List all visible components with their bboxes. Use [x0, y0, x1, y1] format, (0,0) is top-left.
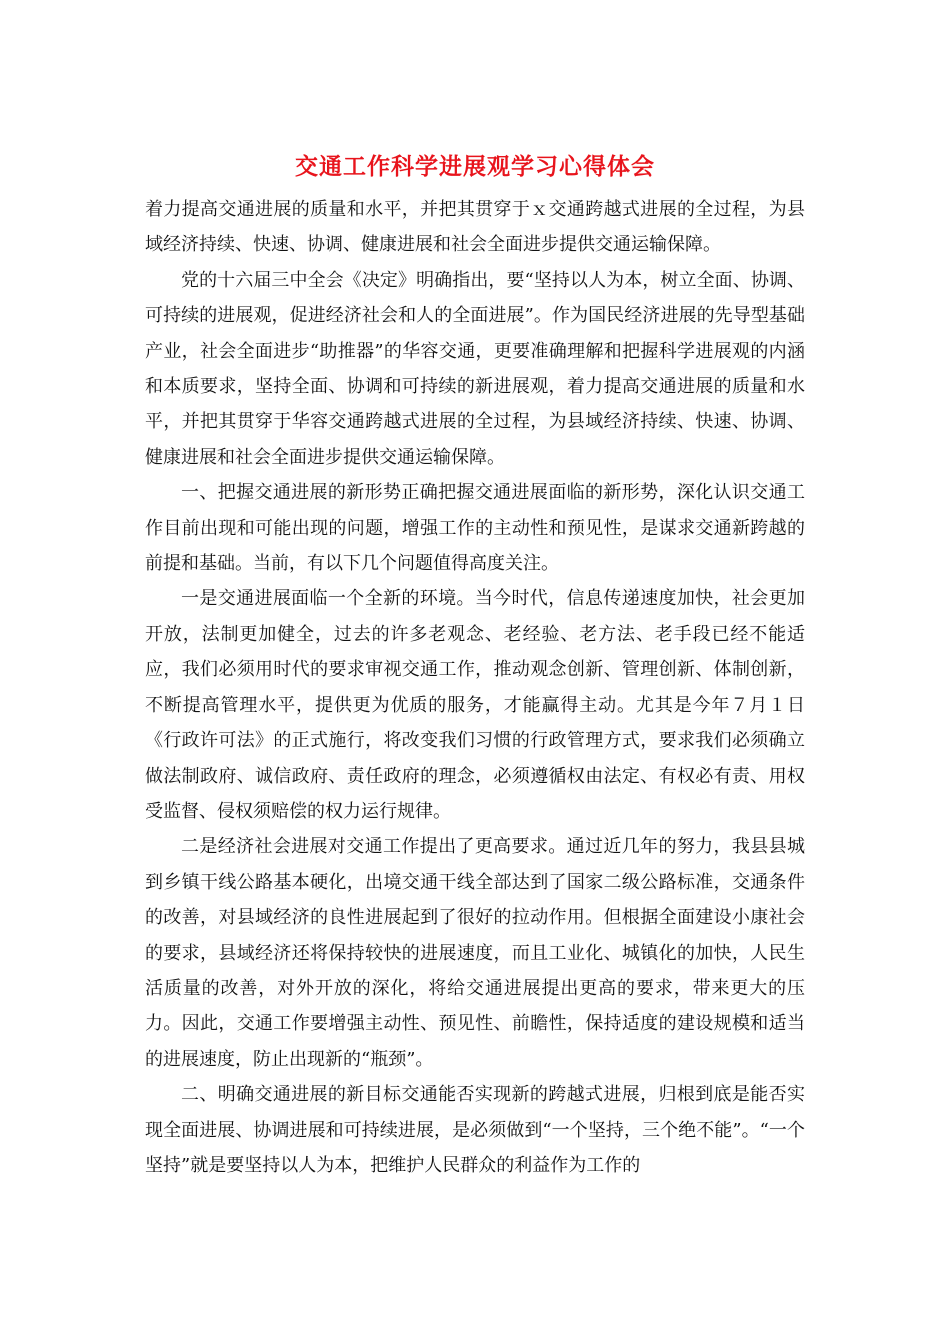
paragraph-3: 一、把握交通进展的新形势正确把握交通进展面临的新形势，深化认识交通工作目前出现和可能出现的问题，增强工作的主动性和预见性，是谋求交通新跨越的前提和基础。当前，有以下几个问题值得高度关注。 — [145, 482, 805, 575]
paragraph-1: 着力提高交通进展的质量和水平，并把其贯穿于ｘ交通跨越式进展的全过程，为县域经济持续、快速、协调、健康进展和社会全面进步提供交通运输保障。 — [145, 199, 805, 256]
document-title: 交通工作科学进展观学习心得体会 — [295, 153, 655, 180]
paragraph-2: 党的十六届三中全会《决定》明确指出，要“坚持以人为本，树立全面、协调、可持续的进展观，促进经济社会和人的全面进展”。作为国民经济进展的先导型基础产业，社会全面进步“助推器”的华容交通，更要准确理解和把握科学进展观的内涵和本质要求，坚持全面、协调和可持续的新进展观，着力提高交通进展的质量和水平，并把其贯穿于华容交通跨越式进展的全过程，为县域经济持续、快速、协调、健康进展和社会全面进步提供交通运输保障。 — [145, 269, 805, 468]
paragraph-5: 二是经济社会进展对交通工作提出了更高要求。通过近几年的努力，我县县城到乡镇干线公路基本硬化，出境交通干线全部达到了国家二级公路标准，交通条件的改善，对县域经济的良性进展起到了很好的拉动作用。但根据全面建设小康社会的要求，县域经济还将保持较快的进展速度，而且工业化、城镇化的加快，人民生活质量的改善，对外开放的深化，将给交通进展提出更高的要求，带来更大的压力。因此，交通工作要增强主动性、预见性、前瞻性，保持适度的建设规模和适当的进展速度，防止出现新的“瓶颈”。 — [145, 836, 805, 1070]
paragraph-4: 一是交通进展面临一个全新的环境。当今时代，信息传递速度加快，社会更加开放，法制更加健全，过去的许多老观念、老经验、老方法、老手段已经不能适应，我们必须用时代的要求审视交通工作，推动观念创新、管理创新、体制创新，不断提高管理水平，提供更为优质的服务，才能赢得主动。尤其是今年７月１日《行政许可法》的正式施行，将改变我们习惯的行政管理方式，要求我们必须确立做法制政府、诚信政府、责任政府的理念，必须遵循权由法定、有权必有责、用权受监督、侵权须赔偿的权力运行规律。 — [145, 588, 805, 822]
document-body — [145, 192, 805, 1183]
paragraph-6: 二、明确交通进展的新目标交通能否实现新的跨越式进展，归根到底是能否实现全面进展、协调进展和可持续进展，是必须做到“一个坚持，三个绝不能”。“一个坚持”就是要坚持以人为本，把维护人民群众的利益作为工作的 — [145, 1084, 805, 1176]
